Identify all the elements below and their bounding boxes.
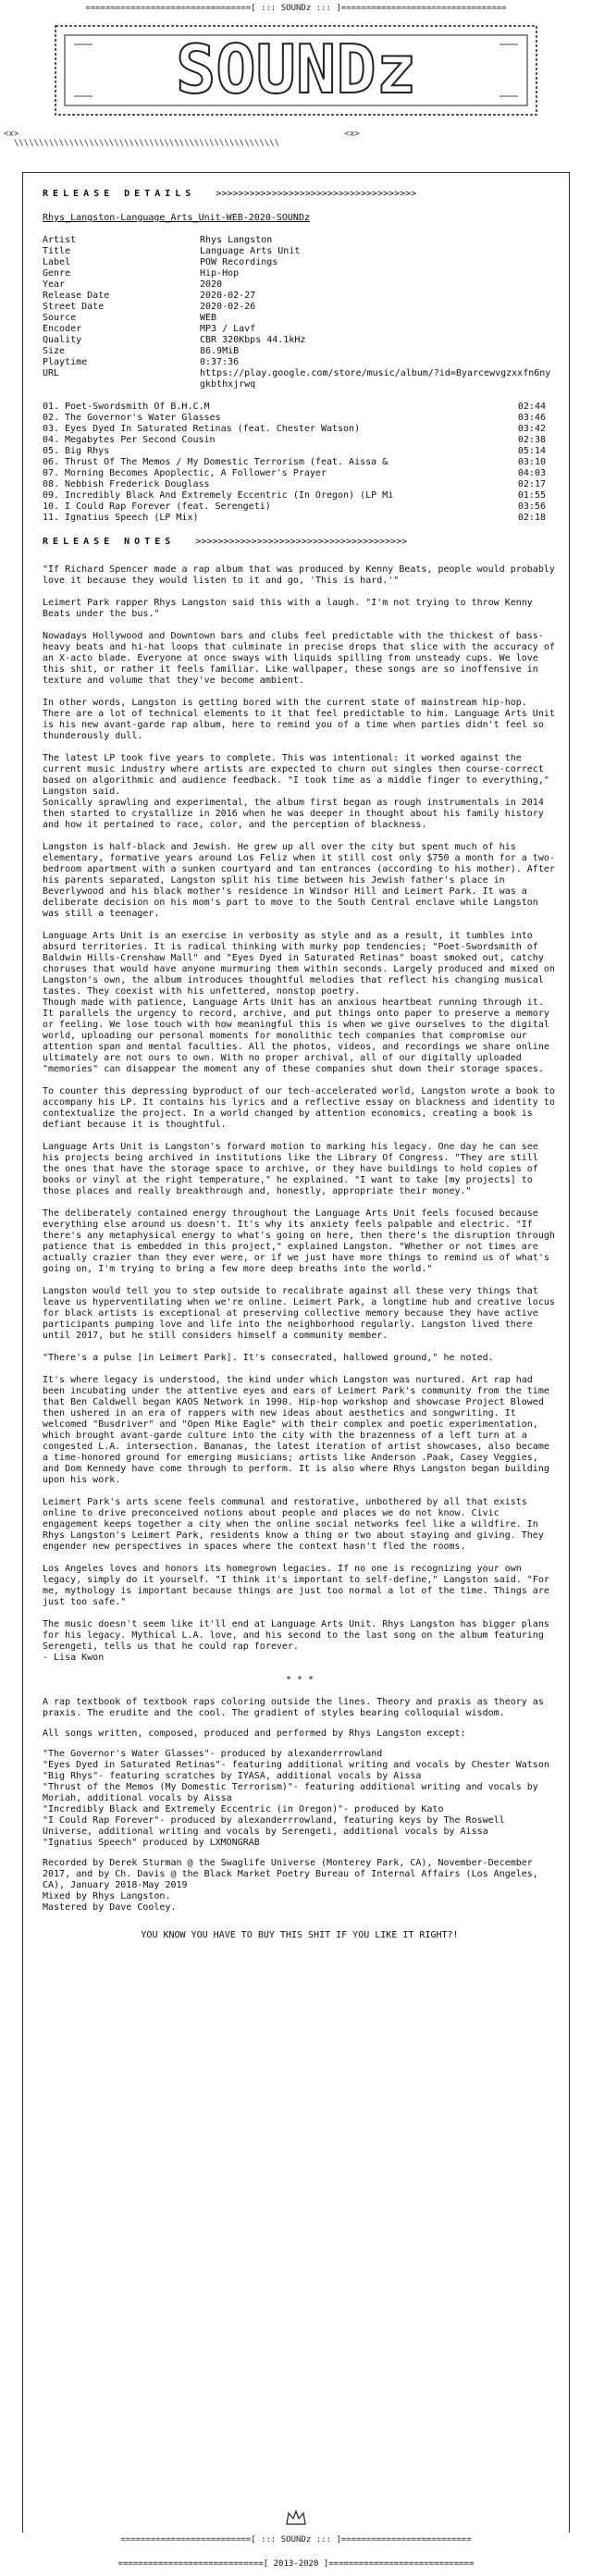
- track-number: 10.: [43, 502, 60, 512]
- notes-paragraph: The deliberately contained energy throughout the Language Arts Unit feels focused because everything else around us doesn't. It's why its anxiety feels palpable and electric. "If there's any metaphysical energy to what's going on here, then there's the disruption through patience that is embedded in this project," explained Langston. "Whether or not times are actually crazier than they ever were, or if we just have more things to remind us of what's going on, I'm trying to bring a few more deep breaths into the world.": [43, 1208, 561, 1274]
- info-value[interactable]: https://play.google.com/store/music/album/?id=Byarcewvgzxxfn6nygkbthxjrwq: [200, 368, 551, 390]
- separator: * * *: [285, 1675, 314, 1685]
- info-row: [43, 368, 557, 390]
- sub-art-line-1: <x> <x>: [4, 130, 360, 139]
- logo-text: SOUNDz: [175, 31, 417, 108]
- track-title: Ignatius Speech (LP Mix): [65, 513, 199, 523]
- notes-paragraph: To counter this depressing byproduct of our tech-accelerated world, Langston wrote a book to accompany his LP. It contains his lyrics and a reflective essay on blackness and identity to contextualize the project. In a world changed by attention economics, creating a book is defiant because it is thoughtful.: [43, 1086, 561, 1130]
- track-duration: 02:17: [517, 479, 546, 489]
- info-key: Label: [43, 257, 71, 267]
- notes-paragraph: Leimert Park rapper Rhys Langston said this with a laugh. "I'm not trying to throw Kenny Beats under the bus.": [43, 598, 538, 619]
- track-title: Big Rhys: [65, 446, 110, 456]
- info-value: Rhys Langston: [200, 235, 273, 245]
- info-value: 2020-02-27: [200, 291, 256, 301]
- info-row: [43, 246, 557, 257]
- info-key: Size: [43, 346, 66, 356]
- track-number: 02.: [43, 413, 60, 423]
- track-row: [43, 435, 557, 446]
- track-row: [43, 468, 557, 479]
- info-value: 2020: [200, 279, 223, 290]
- info-key: URL: [43, 368, 60, 378]
- sub-art: [4, 130, 588, 148]
- notes-paragraph: Langston would tell you to step outside to recalibrate against all these very things that leave us hyperventilating when we're online. Leimert Park, a longtime hub and creative locus for black artists is exceptional at preserving collective memory because they have active participants pumping love and life into the neighborhood regularly. Langston lived there until 2017, but he still considers himself a community member.: [43, 1286, 561, 1341]
- track-duration: 05:14: [517, 446, 546, 456]
- notes-paragraph: Los Angeles loves and honors its homegrown legacies. If no one is recognizing your own legacy, simply do it yourself. "I think it's important to self-define," Langston said. "For me, mythology is important because things are just too normal a lot of the time. Things are just too safe.": [43, 1564, 555, 1607]
- track-row: [43, 413, 557, 424]
- release-notes-title: RELEASE NOTES: [43, 537, 176, 547]
- info-key: Street Date: [43, 302, 105, 312]
- notes-paragraph: It's where legacy is understood, the kind under which Langston was nurtured. Art rap had been incubating under the attentive eyes and ears of Leimert Park's community from the time that Ben Caldwell began KAOS Network in 1990. Hip-hop workshop and showcase Project Blowed then ushered in an era of rappers with new ideas about aesthetics and songwriting. It welcomed "Busdriver" and "Open Mike Eagle" with their complex and poetic experimentation, which brought avant-garde culture into the city with the brazenness of a left turn at a congested L.A. intersection. Bananas, the latest iteration of artist showcases, also became a time-honored ground for emerging musicians; artists like Anderson .Paak, Casey Veggies, and Dom Kennedy have come through to perform. It is also where Rhys Langston began building upon his work.: [43, 1375, 555, 1485]
- track-title: Incredibly Black And Extremely Eccentric (In Oregon) (LP Mi: [65, 490, 394, 501]
- track-number: 05.: [43, 446, 60, 456]
- notes-paragraph: Language Arts Unit is Langston's forward motion to marking his legacy. One day he can see his projects being archived in institutions like the Library Of Congress. "They are still the ones that have the storage space to archive, or they have buildings to hold copies of books or vinyl at the right temperature," he explained. "I want to take [my projects] to those places and really breakthrough and, honestly, appropriate their money.": [43, 1142, 544, 1196]
- track-row: [43, 424, 557, 435]
- notes-paragraph: "If Richard Spencer made a rap album that was produced by Kenny Beats, people would probably love it because they would listen to it and go, 'This is hard.'": [43, 564, 561, 586]
- info-row: [43, 279, 557, 291]
- footer-label: SOUNDz: [280, 2535, 312, 2545]
- track-duration: 03:56: [517, 502, 546, 512]
- info-key: Encoder: [43, 324, 82, 334]
- info-row: [43, 268, 557, 279]
- notes-paragraph: Leimert Park's arts scene feels communal and restorative, unbothered by all that exists online to drive preconceived notions about people and places we do not know. Civic engagement keeps together a city when the online social networks feel like a wildfire. In Rhys Langston's Leimert Park, residents know a thing or two about staying and giving. They engender new perspectives in spaces where the context hasn't fled the rooms.: [43, 1497, 549, 1552]
- nfo-content: [43, 176, 561, 1941]
- footer-years: 2013-2020: [273, 2559, 319, 2569]
- track-row: [43, 479, 557, 490]
- release-notes-body: [43, 564, 561, 1664]
- track-title: Morning Becomes Apoplectic, A Follower's Prayer: [65, 468, 327, 478]
- release-details-arrows: >>>>>>>>>>>>>>>>>>>>>>>>>>>>>>>>>>>>: [216, 189, 417, 199]
- info-key: Artist: [43, 235, 77, 245]
- track-title: The Governor's Water Glasses: [65, 413, 221, 423]
- release-notes-heading: [43, 537, 557, 548]
- track-number: 07.: [43, 468, 60, 478]
- info-row: [43, 291, 557, 302]
- track-duration: 02:18: [517, 513, 546, 523]
- footer-crown-icon: [285, 2509, 307, 2526]
- info-row: [43, 257, 557, 268]
- track-title: Poet-Swordsmith Of B.H.C.M: [65, 402, 210, 412]
- info-row: [43, 357, 557, 368]
- notes-paragraph: "There's a pulse [in Leimert Park]. It's consecrated, hallowed ground," he noted.: [43, 1353, 494, 1363]
- release-details-heading: [43, 189, 557, 200]
- track-number: 09.: [43, 490, 60, 501]
- track-row: [43, 457, 557, 468]
- notes-paragraph: Nowadays Hollywood and Downtown bars and clubs feel predictable with the thickest of bass-heavy beats and hi-hat loops that culminate in precise drops that slice with the accuracy of an X-acto blade. Everyone at once sways with liquids spilling from unsteady cups. We love this shit, or rather it feels familiar. Like wallpaper, these songs are so inoffensive in texture and volume that they've become ambient.: [43, 631, 561, 686]
- track-duration: 02:38: [517, 435, 546, 445]
- info-key: Release Date: [43, 291, 110, 301]
- track-duration: 01:55: [517, 490, 546, 501]
- track-title: Nebbish Frederick Douglass: [65, 479, 210, 489]
- notes-paragraph: Langston is half-black and Jewish. He grew up all over the city but spent much of his elementary, formative years around Los Feliz when it still cost only $750 a month for a two-bedroom apartment with a sunken courtyard and tan entrances (according to his mother). After his parents separated, Langston split his time between his Jewish father's place in Beverlywood and his black mother's residence in Windsor Hill and Leimert Park. It was a deliberate decision on his mom's part to move to the South Central enclave while Langston was still a teenager.: [43, 842, 561, 919]
- top-rule: =================================[ ::: SOUNDz ::: ]=================================: [85, 4, 507, 13]
- release-details-title: RELEASE DETAILS: [43, 189, 196, 199]
- credits-paragraph: "The Governor's Water Glasses"- produced by alexanderrrowland "Eyes Dyed in Saturated Retinas"- featuring additional writing and vocals by Chester Watson "Big Rhys"- featuring scratches by IYASA, additional vocals by Aissa "Thrust of the Memos (My Domestic Terrorism)"- featuring additional writing and vocals by Moriah, additional vocals by Aissa "Incredibly Black and Extremely Eccentric (in Oregon)"- produced by Kato "I Could Rap Forever"- produced by alexanderrrowland, featuring keys by The Roswell Universe, additional writing and vocals by Serengeti, additional vocals by Aissa "Ignatius Speech" produced by LXMONGRAB: [43, 1749, 549, 1848]
- footer-years-rule: =============================[ 2013-2020 ]=============================: [117, 2559, 475, 2569]
- info-row: [43, 235, 557, 246]
- credits-paragraph: Recorded by Derek Sturman @ the Swaglife Universe (Monterey Park, CA), November-December 2017, and by Ch. Davis @ the Black Market Poetry Bureau of Internal Affairs (Los Angeles, CA), January 2018-May 2019 Mixed by Rhys Langston. Mastered by Dave Cooley.: [43, 1858, 538, 1913]
- info-row: [43, 346, 557, 357]
- release-name: Rhys_Langston-Language_Arts_Unit-WEB-2020-SOUNDz: [43, 213, 310, 223]
- release-notes-arrows: >>>>>>>>>>>>>>>>>>>>>>>>>>>>>>>>>>>>>>: [195, 537, 408, 547]
- credits-paragraph: All songs written, composed, produced and performed by Rhys Langston except:: [43, 1728, 466, 1739]
- info-key: Quality: [43, 335, 82, 345]
- closing-line: YOU KNOW YOU HAVE TO BUY THIS SHIT IF YOU LIKE IT RIGHT?!: [141, 1930, 459, 1940]
- credits-block: [43, 1697, 557, 1913]
- info-value: 0:37:36: [200, 357, 240, 367]
- info-value: 2020-02-26: [200, 302, 256, 312]
- track-number: 11.: [43, 513, 60, 523]
- track-number: 01.: [43, 402, 60, 412]
- info-key: Title: [43, 246, 71, 256]
- soundz-logo: [37, 17, 555, 124]
- track-duration: 03:42: [517, 424, 546, 434]
- footer-rule: ==========================[ ::: SOUNDz ::: ]==========================: [120, 2535, 472, 2545]
- release-info-table: [43, 235, 557, 390]
- info-value: Hip-Hop: [200, 268, 240, 279]
- info-value: Language Arts Unit: [200, 246, 301, 256]
- track-row: [43, 490, 557, 502]
- info-key: Playtime: [43, 357, 88, 367]
- top-label: SOUNDz: [280, 4, 312, 13]
- track-row: [43, 402, 557, 413]
- info-row: [43, 335, 557, 346]
- track-number: 06.: [43, 457, 60, 467]
- info-value: WEB: [200, 313, 217, 323]
- info-value: POW Recordings: [200, 257, 278, 267]
- info-key: Year: [43, 279, 66, 290]
- notes-paragraph: Language Arts Unit is an exercise in verbosity as style and as a result, it tumbles into absurd territories. It is radical thinking with murky pop tendencies; "Poet-Swordsmith of Baldwin Hills-Crenshaw Mall" and "Eyes Dyed in Saturated Retinas" boast smoked out, catchy choruses that would have anyone murmuring them within seconds. Largely produced and mixed on Langston's own, the album introduces thoughtful melodies that reflect his changing musical tastes. They coexist with his unfettered, nonstop poetry. Though made with patience, Language Arts Unit has an anxious heartbeat running through it. It parallels the urgency to record, archive, and put things onto paper to preserve a memory or feeling. We lose touch with how meaningful this is when we give ourselves to the digital world, uploading our personal moments for monolithic tech companies that compromise our attention span and mental faculties. All the photos, videos, and recordings we share online ultimately are not ours to own. With no proper archival, all of our digitally uploaded "memories" can disappear the moment any of these companies shut down their storage spaces.: [43, 931, 555, 1074]
- info-value: MP3 / Lavf: [200, 324, 256, 334]
- info-row: [43, 324, 557, 335]
- info-value: 86.9MiB: [200, 346, 240, 356]
- info-row: [43, 302, 557, 313]
- credits-paragraph: A rap textbook of textbook raps coloring outside the lines. Theory and praxis as theory as praxis. The erudite and the cool. The gradient of styles bearing colloquial wisdom.: [43, 1697, 549, 1718]
- track-row: [43, 513, 557, 524]
- track-duration: 03:10: [517, 457, 546, 467]
- track-title: Thrust Of The Memos / My Domestic Terrorism (feat. Aissa &: [65, 457, 388, 467]
- notes-paragraph: In other words, Langston is getting bored with the current state of mainstream hip-hop. There are a lot of technical elements to it that feel predictable to him. Language Arts Unit is his new avant-garde rap album, here to remind you of a time when parties didn't feel so thunderously dull.: [43, 698, 561, 741]
- notes-paragraph: The music doesn't seem like it'll end at Language Arts Unit. Rhys Langston has bigger plans for his legacy. Mythical L.A. love, and his second to the last song on the album featuring Serengeti, tells us that he could rap forever. - Lisa Kwon: [43, 1619, 549, 1663]
- track-duration: 04:03: [517, 468, 546, 478]
- track-row: [43, 446, 557, 457]
- track-number: 04.: [43, 435, 60, 445]
- track-title: I Could Rap Forever (feat. Serengeti): [65, 502, 271, 512]
- tracklist: [43, 402, 557, 524]
- info-row: [43, 313, 557, 324]
- info-key: Source: [43, 313, 77, 323]
- info-key: Genre: [43, 268, 71, 279]
- notes-paragraph: The latest LP took five years to complete. This was intentional: it worked against the current music industry where artists are expected to churn out singles then course-correct based on algorithmic and audience feedback. "I took time as a middle finger to everything," Langston said. Sonically sprawling and experimental, the album first began as rough instrumentals in 2014 then started to crystallize in 2016 when he was deeper in thought about his family history and how it pertained to race, color, and the perception of blackness.: [43, 753, 549, 830]
- track-duration: 02:44: [517, 402, 546, 412]
- track-row: [43, 502, 557, 513]
- track-title: Megabytes Per Second Cousin: [65, 435, 216, 445]
- track-title: Eyes Dyed In Saturated Retinas (feat. Chester Watson): [65, 424, 361, 434]
- track-number: 03.: [43, 424, 60, 434]
- track-duration: 03:46: [517, 413, 546, 423]
- info-value: CBR 320Kbps 44.1kHz: [200, 335, 306, 345]
- sub-art-line-2: \\\\\\\\\\\\\\\\\\\\\\\\\\\\\\\\\\\\\\\\\\\\\\\\\\\\\: [4, 139, 280, 148]
- track-number: 08.: [43, 479, 60, 489]
